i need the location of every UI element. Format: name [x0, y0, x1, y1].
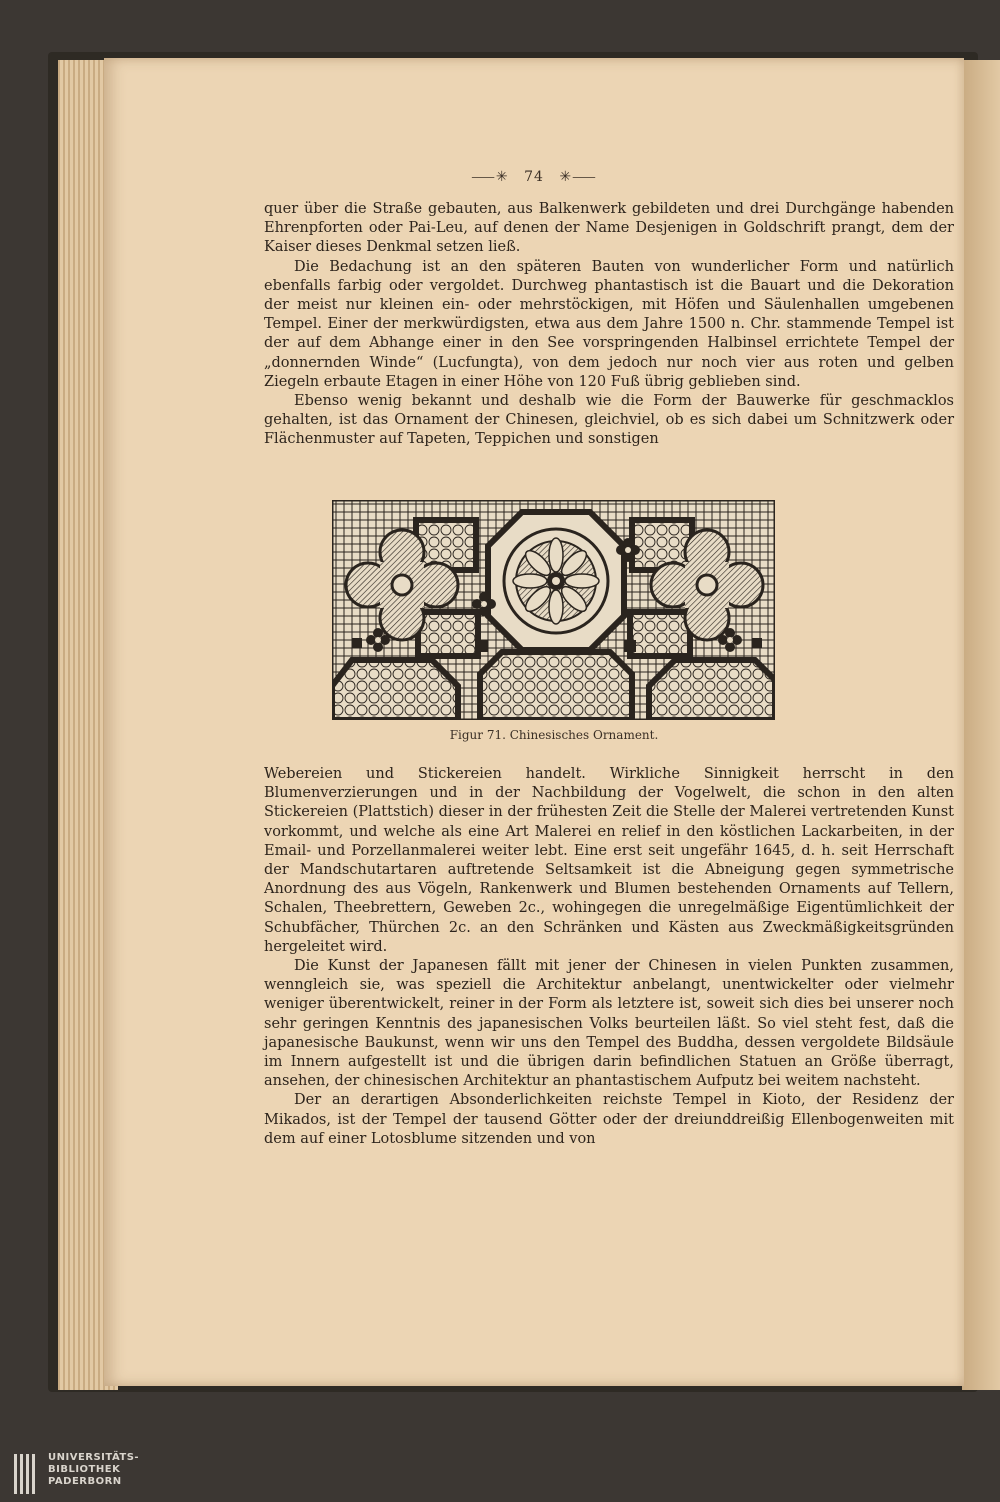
figure-caption: Figur 71. Chinesisches Ornament. [449, 728, 659, 742]
paragraph: Webereien und Stickereien handelt. Wirkliche Sinnigkeit herrscht in den Blumenverzierungen und in der Nachbildung der Vogelwelt, die schon in den alten Stickereien (Plattstich) dieser in der frühesten Zeit die Stelle der Malerei vertretenden Kunst vorkommt, und welche als eine Art Malerei en relief in den köstlichen Lackarbeiten, in der Email- und Porzellanmalerei weiter lebt. Eine erst seit ungefähr 1645, d. h. seit Herrschaft der Mandschutartaren auftretende Seltsamkeit ist die Abneigung gegen symmetrische Anordnung des aus Vögeln, Rankenwerk und Blumen bestehenden Ornaments auf Tellern, Schalen, Theebrettern, Geweben 2c., wohingegen die unregelmäßige Eigentümlichkeit der Schubfächer, Thürchen 2c. an den Schränken und Kästen aus Zweckmäßigkeitsgründen hergeleitet wird. [264, 766, 954, 955]
paragraph: quer über die Straße gebauten, aus Balkenwerk gebildeten und drei Durchgänge habenden Ehrenpforten oder Pai-Leu, auf denen der Name Desjenigen in Goldschrift prangt, dem der Kaiser dieses Denkmal setzen ließ. [264, 201, 954, 256]
facing-page-edge [962, 60, 1000, 1390]
library-logo-icon [12, 1452, 42, 1496]
page-number: 74 [524, 169, 544, 185]
ornament-figure [332, 500, 775, 720]
paragraph: Der an derartigen Absonderlichkeiten reichste Tempel in Kioto, der Residenz der Mikados, ist der Tempel der tausend Götter oder der dreiunddreißig Ellenbogenweiten mit dem auf einer Lotosblume sitzenden und von [264, 1092, 954, 1147]
text-block-top [264, 200, 954, 450]
ornament-right: ✳⸺ [559, 169, 597, 185]
logo-line-1: UNIVERSITÄTS- [48, 1452, 140, 1463]
logo-line-3: PADERBORN [48, 1476, 122, 1487]
ornament-left: ⸺✳ [471, 169, 509, 185]
paragraph: Die Bedachung ist an den späteren Bauten von wunderlicher Form und natürlich ebenfalls farbig oder vergoldet. Durchweg phantastisch ist die Bauart und die Dekoration der meist nur kleinen ein- oder mehrstöckigen, mit Höfen und Säulenhallen umgebenen Tempel. Einer der merkwürdigsten, etwa aus dem Jahre 1500 n. Chr. stammende Tempel ist der auf dem Abhange einer in den See vorspringenden Halbinsel errichtete Tempel der „donnernden Winde“ (Lucfungta), von dem jedoch nur noch vier aus roten und gelben Ziegeln erbaute Etagen in einer Höhe von 120 Fuß übrig geblieben sind. [264, 258, 954, 390]
book-page [104, 58, 964, 1386]
text-block-bottom [264, 765, 954, 1149]
library-logo-text [48, 1452, 139, 1488]
paragraph: Ebenso wenig bekannt und deshalb wie die Form der Bauwerke für geschmacklos gehalten, ist das Ornament der Chinesen, gleichviel, ob es sich dabei um Schnitzwerk oder Flächenmuster auf Tapeten, Teppichen und sonstigen [264, 393, 954, 448]
logo-line-2: BIBLIOTHEK [48, 1464, 121, 1475]
library-logo [12, 1452, 139, 1498]
central-rosette [504, 529, 608, 633]
page-header [104, 166, 964, 186]
paragraph: Die Kunst der Japanesen fällt mit jener der Chinesen in vielen Punkten zusammen, wenngleich sie, was speziell die Architektur anbelangt, unentwickelter oder vielmehr weniger überentwickelt, reiner in der Form als letztere ist, soweit sich dies bei unserer noch sehr geringen Kenntnis des japanesischen Volks beurteilen läßt. So viel steht fest, daß die japanesische Baukunst, wenn wir uns den Tempel des Buddha, dessen vergoldete Bildsäule im Innern aufgestellt ist und die übrigen darin befindlichen Statuen an Größe überragt, ansehen, der chinesischen Architektur an phantastischem Aufputz bei weitem nachsteht. [264, 958, 954, 1090]
